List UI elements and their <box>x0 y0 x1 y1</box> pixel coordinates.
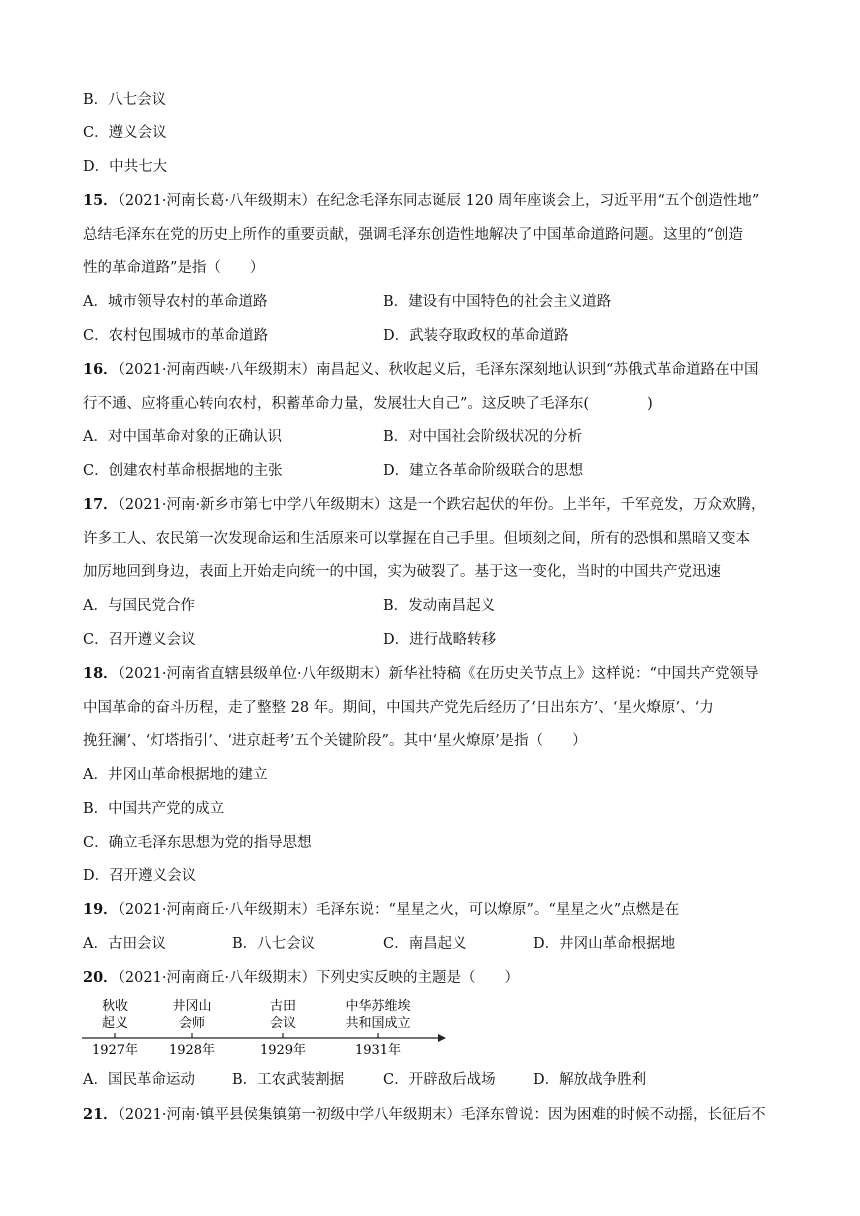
q16-option-b: B．对中国社会阶级状况的分析 <box>383 429 583 445</box>
q15-stem-line2: 总结毛泽东在党的历史上所作的重要贡献，强调毛泽东创造性地解决了中国革命道路问题。这里的“创造 <box>83 227 743 243</box>
q21-stem-text1: （2021·河南·镇平县侯集镇第一初级中学八年级期末）毛泽东曾说：因为困难的时候不动摇，长征后不 <box>117 1107 766 1123</box>
q15-option-c: C．农村包围城市的革命道路 <box>83 328 269 344</box>
q14-option-c: C．遵义会议 <box>83 125 167 141</box>
q21-number: 21． <box>83 1106 118 1123</box>
timeline-event-1-line2: 起义 <box>101 1016 129 1031</box>
q20-option-d: D．解放战争胜利 <box>533 1072 647 1088</box>
q15-stem-text1: （2021·河南长葛·八年级期末）在纪念毛泽东同志诞辰 120 周年座谈会上，习近平用“五个创造性地” <box>117 193 760 209</box>
q18-option-a: A．井冈山革命根据地的建立 <box>83 767 268 783</box>
q18-option-b: B．中国共产党的成立 <box>83 801 225 817</box>
q17-option-d: D．进行战略转移 <box>383 632 497 648</box>
q15-stem-line3: 性的革命道路”是指（ ） <box>83 260 265 276</box>
q19-option-c: C．南昌起义 <box>383 936 467 952</box>
q18-stem-line1 <box>83 664 758 684</box>
q18-option-d: D．召开遵义会议 <box>83 868 197 884</box>
q17-stem-line2: 许多工人、农民第一次发现命运和生活原来可以掌握在自己手里。但顷刻之间，所有的恐惧和黑暗又变本 <box>83 531 750 547</box>
q17-stem-text1: （2021·河南·新乡市第七中学八年级期末）这是一个跌宕起伏的年份。上半年，千军竞发，万众欢腾， <box>117 497 766 513</box>
q16-number: 16． <box>83 361 118 378</box>
q19-option-b: B．八七会议 <box>232 936 316 952</box>
q17-number: 17． <box>83 496 118 513</box>
q15-option-d: D．武装夺取政权的革命道路 <box>383 328 569 344</box>
q20-option-c: C．开辟敌后战场 <box>383 1072 496 1088</box>
timeline-year-4: 1931年 <box>354 1043 402 1058</box>
q18-option-c: C．确立毛泽东思想为党的指导思想 <box>83 835 312 851</box>
q16-stem-text1: （2021·河南西峡·八年级期末）南昌起义、秋收起义后，毛泽东深刻地认识到“苏俄式革命道路在中国 <box>117 362 759 378</box>
timeline-year-3: 1929年 <box>259 1043 307 1058</box>
q19-stem-line1 <box>83 900 679 920</box>
timeline-year-2: 1928年 <box>168 1043 216 1058</box>
q20-option-a: A．国民革命运动 <box>83 1072 195 1088</box>
q20-timeline-figure <box>80 996 450 1060</box>
q21-stem-line1 <box>83 1105 766 1125</box>
timeline-event-3-line1: 古田 <box>269 999 297 1014</box>
q17-option-a: A．与国民党合作 <box>83 598 195 614</box>
q16-option-c: C．创建农村革命根据地的主张 <box>83 463 283 479</box>
q15-number: 15． <box>83 192 118 209</box>
q15-option-a: A．城市领导农村的革命道路 <box>83 294 268 310</box>
q20-option-b: B．工农武装割据 <box>232 1072 345 1088</box>
q19-stem-text1: （2021·河南商丘·八年级期末）毛泽东说：“星星之火，可以燎原”。“星星之火”点燃是在 <box>117 902 680 918</box>
q19-option-d: D．井冈山革命根据地 <box>533 936 676 952</box>
q14-option-b: B．八七会议 <box>83 92 167 108</box>
q20-number: 20． <box>83 969 118 986</box>
q17-option-b: B．发动南昌起义 <box>383 598 496 614</box>
q14-option-d: D．中共七大 <box>83 159 168 175</box>
timeline-arrowhead <box>438 1034 446 1042</box>
timeline-event-2-line1: 井冈山 <box>172 999 212 1014</box>
q16-stem-line2: 行不通、应将重心转向农村，积蓄革命力量，发展壮大自己”。这反映了毛泽东( ) <box>83 396 653 412</box>
q20-stem-text1: （2021·河南商丘·八年级期末）下列史实反映的主题是（ ） <box>117 970 520 986</box>
timeline-event-3-line2: 会议 <box>269 1016 297 1031</box>
q15-stem-line1 <box>83 191 759 211</box>
q16-option-a: A．对中国革命对象的正确认识 <box>83 429 282 445</box>
timeline-event-2-line2: 会师 <box>178 1016 206 1031</box>
q18-stem-line2: 中国革命的奋斗历程，走了整整 28 年。期间，中国共产党先后经历了‘日出东方’、‘星火燎原’、‘力 <box>83 700 714 716</box>
q18-stem-line3: 挽狂澜’、‘灯塔指引’、‘进京赶考’五个关键阶段”。其中‘星火燎原’是指（ ） <box>83 733 587 749</box>
timeline-event-1-line1: 秋收 <box>101 999 129 1014</box>
q15-option-b: B．建设有中国特色的社会主义道路 <box>383 294 612 310</box>
q18-number: 18． <box>83 665 118 682</box>
q17-option-c: C．召开遵义会议 <box>83 632 196 648</box>
q19-option-a: A．古田会议 <box>83 936 166 952</box>
q16-option-d: D．建立各革命阶级联合的思想 <box>383 463 584 479</box>
timeline-event-4-line1: 中华苏维埃 <box>345 999 411 1014</box>
q20-stem-line1 <box>83 968 519 988</box>
q17-stem-line3: 加厉地回到身边，表面上开始走向统一的中国，实为破裂了。基于这一变化，当时的中国共产党迅速 <box>83 564 721 580</box>
q16-stem-line1 <box>83 360 758 380</box>
q17-stem-line1 <box>83 495 766 515</box>
q18-stem-text1: （2021·河南省直辖县级单位·八年级期末）新华社特稿《在历史关节点上》这样说：“中国共产党领导 <box>117 666 759 682</box>
timeline-year-1: 1927年 <box>91 1043 139 1058</box>
q19-number: 19． <box>83 901 118 918</box>
timeline-event-4-line2: 共和国成立 <box>345 1016 411 1031</box>
